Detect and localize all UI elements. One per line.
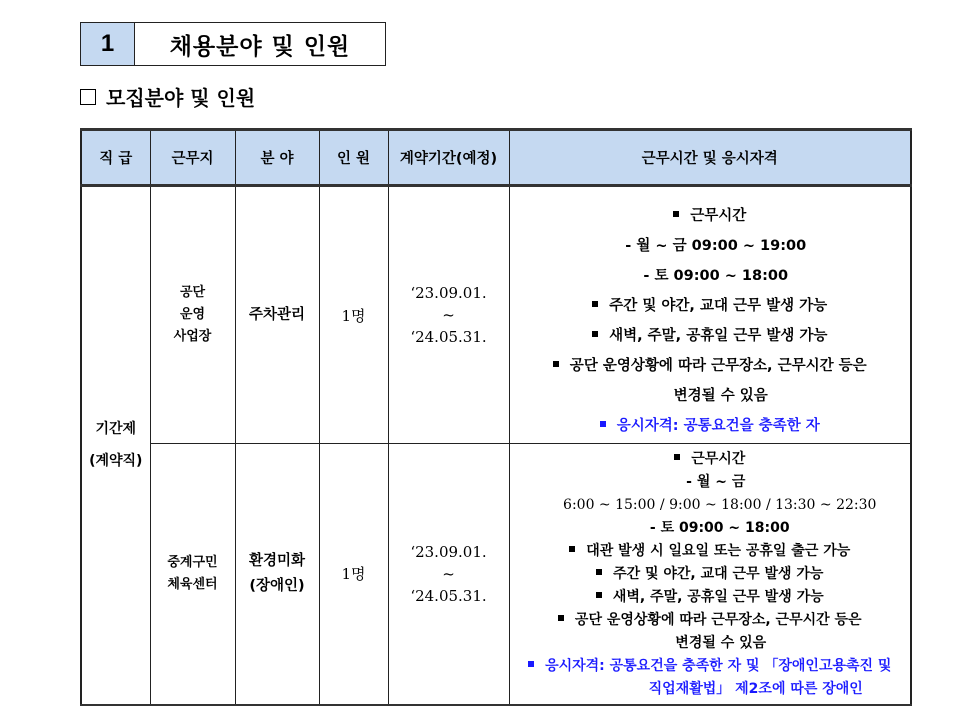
grade-line2: (계약직) (89, 453, 143, 470)
square-bullet-icon (528, 661, 534, 667)
square-bullet-icon (674, 454, 680, 460)
square-bullet-icon (673, 211, 679, 217)
section-header-box (80, 22, 386, 66)
note-line: 주간 및 야간, 교대 근무 발생 가능 (510, 291, 911, 321)
workplace-cell (150, 444, 235, 705)
hours-line: - 월 ~ 금 09:00 ~ 19:00 (625, 237, 807, 254)
work-hours-title: 근무시간 (510, 190, 911, 231)
field-line: 환경미화 (248, 552, 306, 569)
note-line: 새벽, 주말, 공휴일 근무 발생 가능 (510, 586, 911, 609)
workplace-line: 사업장 (173, 329, 212, 344)
contract-period-cell (388, 186, 509, 444)
field-cell (235, 186, 319, 444)
square-bullet-icon (596, 569, 602, 575)
empty-square-icon (80, 89, 96, 105)
note-line: 공단 운영상황에 따라 근무장소, 근무시간 등은 (510, 609, 911, 632)
grade-line1: 기간제 (95, 421, 137, 438)
qualification-line: 응시자격: 공통요건을 충족한 자 및 「장애인고용촉진 및 (510, 655, 911, 678)
section-title: 채용분야 및 인원 (169, 33, 351, 60)
note-line: 새벽, 주말, 공휴일 근무 발생 가능 (510, 321, 911, 351)
headcount-cell: 1명 (319, 444, 388, 705)
workplace-line: 체육센터 (167, 576, 218, 592)
weekday-hours: 6:00 ~ 15:00 / 9:00 ~ 18:00 / 13:30 ~ 22:30 (563, 497, 877, 514)
hours-line: - 토 09:00 ~ 18:00 (643, 267, 789, 284)
recruitment-table (80, 128, 912, 706)
section-number: 1 (81, 23, 135, 65)
square-bullet-icon (600, 421, 606, 427)
saturday-hours: - 토 09:00 ~ 18:00 (649, 520, 790, 537)
header-field: 분 야 (235, 130, 319, 186)
square-bullet-icon (558, 615, 564, 621)
table-row (81, 186, 911, 444)
period-end: ‘24.05.31. (410, 586, 487, 605)
period-end: ‘24.05.31. (410, 328, 487, 346)
square-bullet-icon (592, 301, 598, 307)
period-separator: ~ (442, 564, 455, 583)
details-cell (509, 444, 911, 705)
field-cell (235, 444, 319, 705)
period-start: ‘23.09.01. (410, 284, 487, 302)
grade-cell (81, 186, 150, 705)
field-line: (장애인) (249, 577, 305, 594)
workplace-line: 공단 (179, 285, 206, 300)
weekday-label: - 월 ~ 금 (686, 474, 746, 491)
work-hours-title: 근무시간 (510, 446, 911, 471)
header-hours-qualification: 근무시간 및 응시자격 (509, 130, 911, 186)
header-grade: 직 급 (81, 130, 150, 186)
contract-period-cell (388, 444, 509, 705)
note-continuation: 변경될 수 있음 (675, 635, 767, 652)
workplace-line: 운영 (179, 307, 206, 322)
header-workplace: 근무지 (150, 130, 235, 186)
table-header-row (81, 130, 911, 186)
workplace-line: 중계구민 (167, 554, 218, 570)
subheading-text: 모집분야 및 인원 (106, 86, 256, 110)
headcount-cell: 1명 (319, 186, 388, 444)
square-bullet-icon (596, 592, 602, 598)
period-separator: ~ (442, 306, 455, 324)
subheading (80, 82, 255, 111)
details-cell (509, 186, 911, 444)
note-continuation: 변경될 수 있음 (673, 387, 768, 404)
square-bullet-icon (553, 361, 559, 367)
qualification-continuation: 직업재활법」 제2조에 따른 장애인 (648, 681, 863, 698)
field-line: 주차관리 (248, 306, 306, 323)
note-line: 주간 및 야간, 교대 근무 발생 가능 (510, 563, 911, 586)
table-row (81, 444, 911, 705)
note-line: 공단 운영상황에 따라 근무장소, 근무시간 등은 (510, 351, 911, 381)
header-headcount: 인 원 (319, 130, 388, 186)
note-line: 대관 발생 시 일요일 또는 공휴일 출근 가능 (510, 540, 911, 563)
qualification-line: 응시자격: 공통요건을 충족한 자 (510, 411, 911, 441)
period-start: ‘23.09.01. (410, 542, 487, 561)
workplace-cell (150, 186, 235, 444)
header-contract-period: 계약기간(예정) (388, 130, 509, 186)
square-bullet-icon (592, 331, 598, 337)
square-bullet-icon (569, 546, 575, 552)
